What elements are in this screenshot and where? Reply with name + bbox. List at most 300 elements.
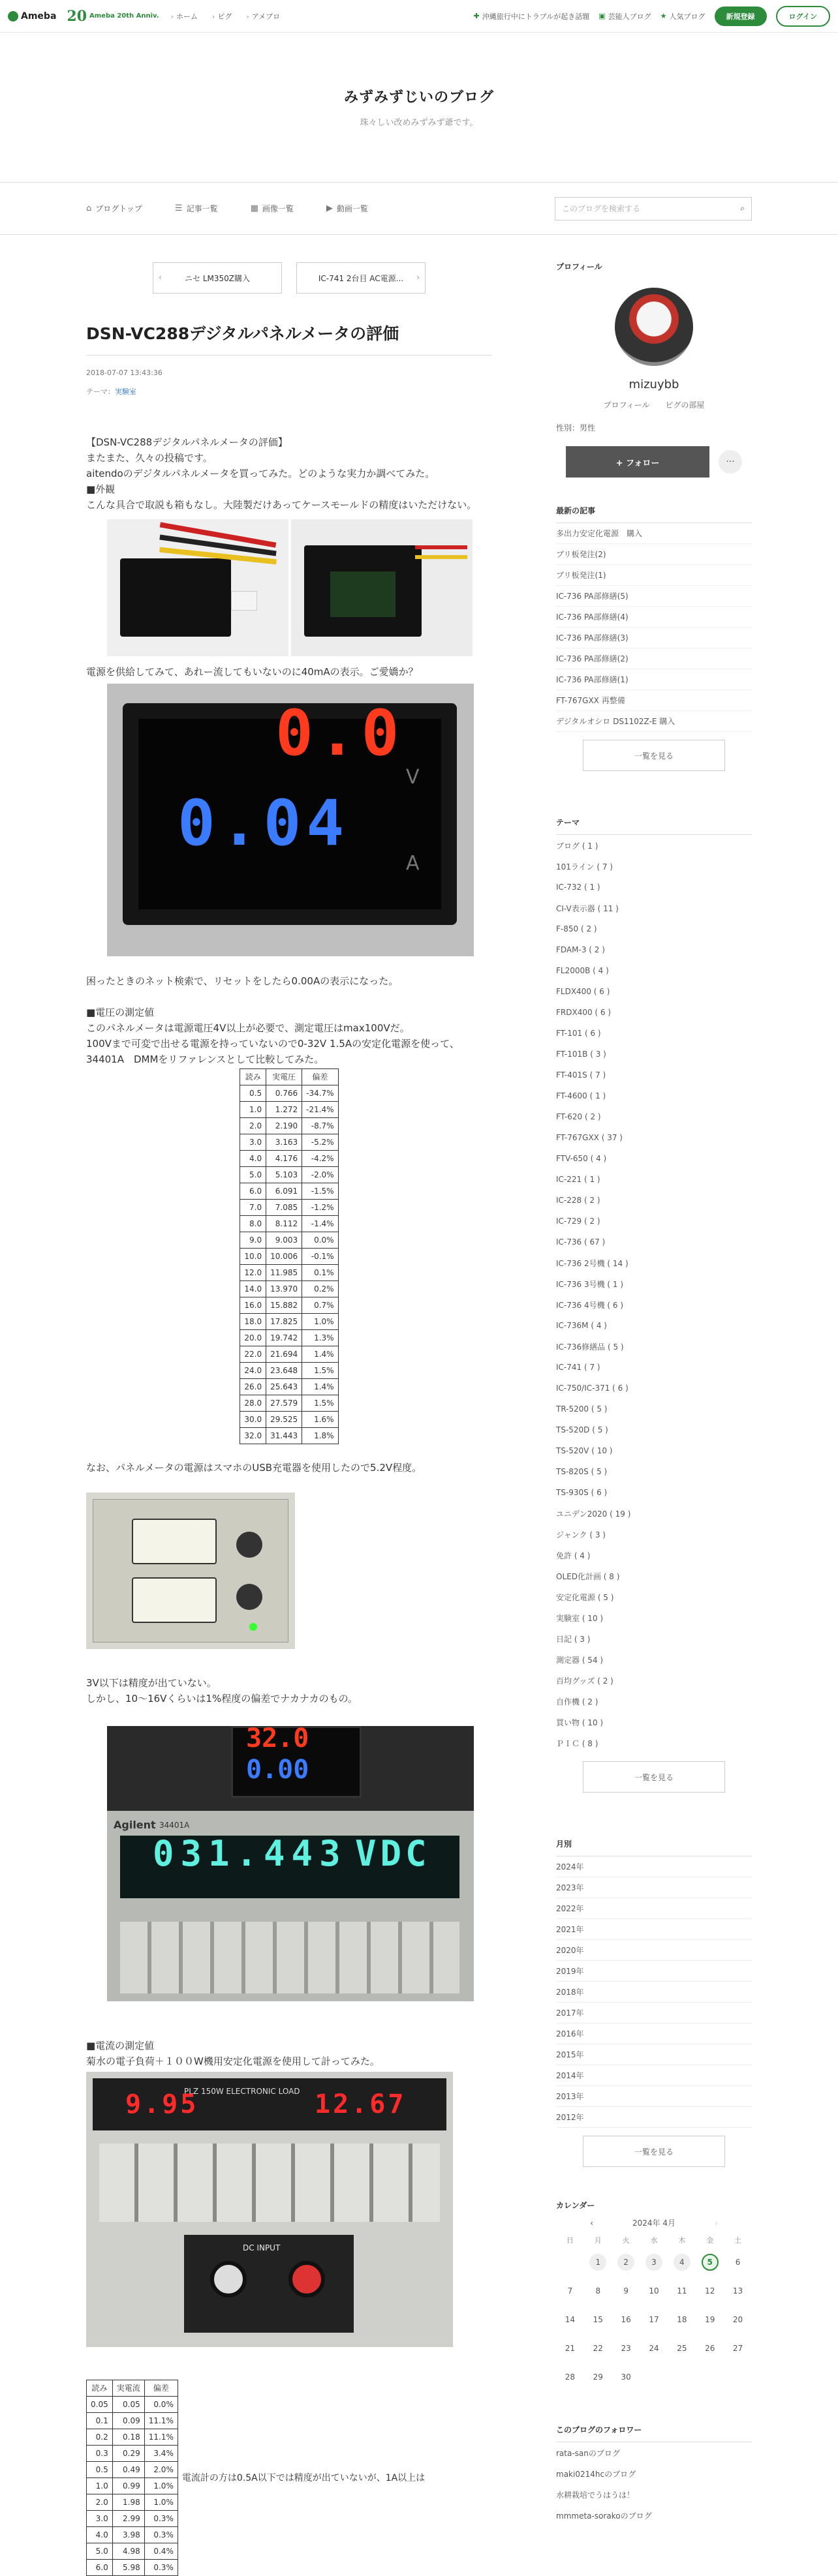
nav-blog-top-label: ブログトップ	[95, 204, 142, 213]
section-heading: ■外観	[86, 483, 116, 495]
table-row	[240, 1395, 338, 1412]
table-cell: 18.0	[240, 1314, 266, 1330]
table-cell: 0.0%	[144, 2397, 178, 2413]
calendar-day: 8	[595, 2286, 601, 2296]
table-cell: -8.7%	[302, 1118, 338, 1134]
theme-link[interactable]: FDAM-3 ( 2 )	[556, 945, 605, 954]
table-cell: -34.7%	[302, 1085, 338, 1102]
table-row	[240, 1232, 338, 1249]
official-blog-link[interactable]	[598, 11, 651, 22]
follower-link[interactable]: mmmeta-sorakoのブログ	[556, 2511, 652, 2521]
profile-link[interactable]: プロフィール	[603, 401, 650, 410]
table-cell: 10.006	[266, 1249, 302, 1265]
recent-entry-link[interactable]: FT-767GXX 再整備	[556, 690, 752, 711]
recent-entry-link[interactable]: IC-736 PA部修繕(3)	[556, 628, 752, 648]
calendar-weekday: 火	[622, 2236, 630, 2245]
trending-icon: ✚	[473, 12, 480, 20]
table-cell: 9.003	[266, 1232, 302, 1249]
calendar-day: 7	[567, 2286, 573, 2296]
table-row	[87, 2446, 178, 2462]
theme-link[interactable]: 百均グッズ ( 2 )	[556, 1676, 613, 1686]
anniversary-number: 20	[67, 7, 87, 25]
followers-heading: このブログのフォロワー	[556, 2424, 752, 2442]
themes-list	[556, 835, 752, 1753]
sidebar	[556, 235, 752, 2576]
table-cell: 4.0	[240, 1151, 266, 1167]
table-cell: 1.6%	[302, 1412, 338, 1428]
popular-blog-link[interactable]	[660, 11, 706, 22]
calendar-day[interactable]: 2	[612, 2248, 640, 2277]
theme-link[interactable]: FTV-650 ( 4 )	[556, 1154, 607, 1163]
calendar-day[interactable]: 4	[668, 2248, 696, 2277]
calendar-day: 28	[565, 2372, 576, 2382]
table-row	[87, 2429, 178, 2446]
monthly-list	[556, 1856, 752, 2128]
theme-link[interactable]: FT-101 ( 6 )	[556, 1029, 601, 1038]
year-archive-link[interactable]: 2022年	[556, 1898, 752, 1919]
table-cell: 23.648	[266, 1363, 302, 1379]
table-cell: 0.29	[112, 2446, 144, 2462]
table-row	[87, 2511, 178, 2527]
recent-more-button[interactable]: 一覧を見る	[583, 740, 725, 771]
calendar-day: 17	[649, 2315, 659, 2324]
table-cell: 2.0	[240, 1118, 266, 1134]
calendar-day[interactable]: 5	[696, 2248, 724, 2277]
table-cell: 7.0	[240, 1200, 266, 1216]
theme-link[interactable]: 安定化電源 ( 5 )	[556, 1592, 614, 1602]
table-cell: 0.05	[87, 2397, 113, 2413]
table-header: 実電流	[112, 2380, 144, 2397]
table-cell: 0.05	[112, 2397, 144, 2413]
calendar-day: 22	[593, 2344, 603, 2353]
year-archive-link[interactable]: 2023年	[556, 1877, 752, 1898]
table-cell: 0.3%	[144, 2527, 178, 2543]
table-cell: 21.694	[266, 1346, 302, 1363]
calendar-day: 10	[649, 2286, 659, 2296]
recent-entry-link[interactable]: ブリ板発注(1)	[556, 565, 752, 586]
recent-entry-link[interactable]: IC-736 PA部修繕(2)	[556, 648, 752, 669]
profile-name[interactable]: mizuybb	[628, 378, 679, 391]
theme-link[interactable]: IC-228 ( 2 )	[556, 1196, 600, 1205]
year-archive-link[interactable]: 2021年	[556, 1919, 752, 1940]
calendar-heading: カレンダー	[556, 2201, 595, 2210]
table-cell: 0.0%	[302, 1232, 338, 1249]
table-row	[87, 2478, 178, 2494]
table-cell: 16.0	[240, 1297, 266, 1314]
table-cell: 9.0	[240, 1232, 266, 1249]
photo-dmm-comparison[interactable]	[107, 1723, 474, 2001]
theme-link[interactable]: 自作機 ( 2 )	[556, 1697, 598, 1706]
theme-link[interactable]: FRDX400 ( 6 )	[556, 1008, 612, 1017]
table-cell: 0.3	[87, 2446, 113, 2462]
table-header: 偏差	[144, 2380, 178, 2397]
follower-link[interactable]: maki0214hcのブログ	[556, 2469, 636, 2479]
table-cell: 0.5	[240, 1085, 266, 1102]
body-text: aitendoのデジタルパネルメータを買ってみた。どのような実力か調べてみた。	[86, 468, 435, 479]
table-cell: 4.0	[87, 2527, 113, 2543]
year-archive-link[interactable]: 2014年	[556, 2065, 752, 2086]
year-archive-link[interactable]: 2016年	[556, 2023, 752, 2044]
table-cell: -0.1%	[302, 1249, 338, 1265]
section-heading: ■電圧の測定値	[86, 1007, 155, 1018]
theme-link[interactable]: 免許 ( 4 )	[556, 1551, 591, 1560]
calendar-day: 21	[565, 2344, 576, 2353]
theme-link[interactable]: TR-5200 ( 5 )	[556, 1404, 608, 1414]
follower-link[interactable]: 水耕栽培でうはうは！	[556, 2490, 635, 2500]
recent-entry-link[interactable]: デジタルオシロ DS1102Z-E 購入	[556, 711, 752, 732]
theme-link[interactable]: CI-V表示器 ( 11 )	[556, 903, 619, 913]
calendar-day[interactable]: 1	[584, 2248, 612, 2277]
monthly-heading: 月別	[556, 1838, 752, 1856]
theme-link[interactable]: 測定器 ( 54 )	[556, 1655, 604, 1665]
table-cell: 25.643	[266, 1379, 302, 1395]
theme-link[interactable]: FT-101B ( 3 )	[556, 1050, 606, 1059]
table-row	[240, 1330, 338, 1346]
table-row	[240, 1200, 338, 1216]
theme-link[interactable]: TS-520V ( 10 )	[556, 1446, 613, 1455]
table-cell: 27.579	[266, 1395, 302, 1412]
top-nav-ameblo[interactable]: › アメブロ	[246, 11, 280, 22]
login-button[interactable]: ログイン	[776, 6, 830, 27]
home-icon: ⌂	[86, 204, 92, 213]
themes-more-button[interactable]: 一覧を見る	[583, 1761, 725, 1793]
entry-theme	[86, 386, 492, 397]
theme-link[interactable]: 実験室	[115, 387, 136, 396]
official-blog-text: 芸能人ブログ	[608, 12, 651, 21]
prev-entry-button[interactable]	[153, 262, 282, 294]
list-icon: ☰	[174, 204, 183, 213]
ameba-brand-text: Ameba	[21, 10, 57, 22]
table-header: 偏差	[302, 1069, 338, 1085]
table-cell: 0.99	[112, 2478, 144, 2494]
table-cell: 1.4%	[302, 1379, 338, 1395]
follow-button[interactable]: + フォロー	[566, 446, 709, 477]
body-text: なお、パネルメータの電源はスマホのUSB充電器を使用したので5.2V程度。	[86, 1462, 422, 1474]
nav-image-list[interactable]	[251, 203, 294, 214]
table-cell: 5.103	[266, 1167, 302, 1183]
pig-room-link[interactable]: ピグの部屋	[665, 401, 705, 410]
table-cell: 1.5%	[302, 1363, 338, 1379]
year-archive-link[interactable]: 2017年	[556, 2003, 752, 2023]
table-cell: 1.8%	[302, 1428, 338, 1444]
body-text: しかし、10～16Vくらいは1%程度の偏差でナカナカのもの。	[86, 1693, 358, 1705]
year-archive-link[interactable]: 2018年	[556, 1982, 752, 2003]
table-cell: 5.0	[240, 1167, 266, 1183]
recent-entries-heading: 最新の記事	[556, 505, 752, 523]
theme-link[interactable]: 日記 ( 3 )	[556, 1634, 591, 1644]
calendar-weekday: 金	[706, 2236, 714, 2245]
calendar-day: 14	[565, 2315, 576, 2324]
table-cell: 2.190	[266, 1118, 302, 1134]
blog-title[interactable]: みずみずじいのブログ	[343, 89, 494, 106]
table-row	[240, 1249, 338, 1265]
year-archive-link[interactable]: 2020年	[556, 1940, 752, 1961]
table-header: 読み	[240, 1069, 266, 1085]
table-row	[240, 1314, 338, 1330]
table-cell: 1.0%	[302, 1314, 338, 1330]
panel2-current-reading: 0.00	[246, 1755, 309, 1785]
theme-link[interactable]: IC-221 ( 1 )	[556, 1175, 600, 1184]
table-cell: 0.1%	[302, 1265, 338, 1281]
calendar-day: 27	[732, 2344, 743, 2353]
table-cell: 11.1%	[144, 2413, 178, 2429]
table-cell: 8.112	[266, 1216, 302, 1232]
theme-link[interactable]: ユニデン2020 ( 19 )	[556, 1509, 631, 1519]
photo-row	[107, 519, 492, 656]
trending-news-link[interactable]	[473, 11, 589, 22]
table-cell: 19.742	[266, 1330, 302, 1346]
table-row	[240, 1216, 338, 1232]
recent-entry-link[interactable]: ブリ板発注(2)	[556, 544, 752, 565]
top-nav-pigg[interactable]: › ピグ	[212, 11, 232, 22]
calendar-day: 26	[705, 2344, 715, 2353]
load-current-display: 9.95	[125, 2089, 199, 2119]
profile-heading: プロフィール	[556, 262, 602, 271]
panel-voltage-unit: V	[406, 766, 420, 789]
theme-link[interactable]: FT-401S ( 7 )	[556, 1070, 606, 1080]
follower-link[interactable]: rata-sanのブログ	[556, 2448, 620, 2458]
ameba-logo-icon	[8, 11, 18, 22]
theme-link[interactable]: IC-736 ( 67 )	[556, 1237, 606, 1247]
load-power-display: 12.67	[315, 2089, 407, 2119]
video-icon: ▶	[326, 204, 333, 213]
body-text: またまた、久々の投稿です。	[86, 452, 213, 464]
calendar-next-icon[interactable]: ›	[715, 2218, 718, 2228]
blog-subtitle: 珠々しい改めみずみず爺です。	[360, 118, 478, 128]
recent-entry-link[interactable]: IC-736 PA部修繕(5)	[556, 586, 752, 607]
table-row	[87, 2413, 178, 2429]
table-row	[240, 1118, 338, 1134]
calendar-day: 24	[649, 2344, 659, 2353]
theme-link[interactable]: IC-750/IC-371 ( 6 )	[556, 1384, 628, 1393]
table-cell: 13.970	[266, 1281, 302, 1297]
entry-title[interactable]: DSN-VC288デジタルパネルメータの評価	[86, 321, 492, 356]
theme-link[interactable]: ＰＩＣ ( 8 )	[556, 1738, 598, 1748]
calendar-weekday: 月	[594, 2236, 602, 2245]
calendar-weekday: 日	[566, 2236, 574, 2245]
table-cell: 4.176	[266, 1151, 302, 1167]
theme-link[interactable]: TS-820S ( 5 )	[556, 1467, 608, 1476]
table-cell: 11.985	[266, 1265, 302, 1281]
table-cell: -4.2%	[302, 1151, 338, 1167]
calendar-day: 9	[623, 2286, 628, 2296]
theme-link[interactable]: IC-729 ( 2 )	[556, 1217, 600, 1226]
theme-link[interactable]: FT-620 ( 2 )	[556, 1112, 601, 1121]
theme-link[interactable]: 101ライン ( 7 )	[556, 862, 613, 871]
table-cell: 1.5%	[302, 1395, 338, 1412]
table-row	[240, 1297, 338, 1314]
table-cell: 3.98	[112, 2527, 144, 2543]
table-cell: 11.1%	[144, 2429, 178, 2446]
table-row	[240, 1151, 338, 1167]
table-cell: 3.0	[87, 2511, 113, 2527]
year-archive-link[interactable]: 2019年	[556, 1961, 752, 1982]
calendar-day[interactable]: 3	[640, 2248, 668, 2277]
calendar-day: 16	[621, 2315, 631, 2324]
table-cell: 1.272	[266, 1102, 302, 1118]
next-entry-button[interactable]	[296, 262, 426, 294]
load-model: PLZ 150W ELECTRONIC LOAD	[184, 2087, 300, 2096]
table-header: 実電圧	[266, 1069, 302, 1085]
table-cell: 0.7%	[302, 1297, 338, 1314]
table-cell: -1.4%	[302, 1216, 338, 1232]
body-text: こんな具合で取説も箱もなし。大陸製だけあってケースモールドの精度はいただけない。	[86, 499, 477, 511]
table-cell: 15.882	[266, 1297, 302, 1314]
blog-header	[0, 33, 838, 183]
table-cell: 1.3%	[302, 1330, 338, 1346]
theme-link[interactable]: ブログ ( 1 )	[556, 841, 598, 851]
nav-blog-top[interactable]	[86, 203, 142, 214]
load-dc-input-label: DC INPUT	[243, 2243, 281, 2252]
theme-link[interactable]: IC-732 ( 1 )	[556, 883, 600, 892]
calendar-day: 30	[621, 2372, 631, 2382]
table-row	[240, 1412, 338, 1428]
theme-link[interactable]: 実験室 ( 10 )	[556, 1613, 604, 1623]
table-cell: 0.766	[266, 1085, 302, 1102]
table-row	[87, 2462, 178, 2478]
current-table	[86, 2380, 178, 2576]
theme-link[interactable]: OLED化計画 ( 8 )	[556, 1571, 620, 1581]
table-cell: 0.1	[87, 2413, 113, 2429]
ameba-logo[interactable]	[8, 11, 56, 22]
body-text: 100Vまで可変で出せる電源を持っていないので0-32V 1.5Aの安定化電源を使って、	[86, 1038, 459, 1050]
table-cell: 10.0	[240, 1249, 266, 1265]
nav-video-list[interactable]	[326, 203, 368, 214]
table-cell: 1.0%	[144, 2478, 178, 2494]
table-cell: 0.3%	[144, 2511, 178, 2527]
recent-entry-link[interactable]: IC-736 PA部修繕(4)	[556, 607, 752, 628]
table-cell: 7.085	[266, 1200, 302, 1216]
body-heading: 【DSN-VC288デジタルパネルメータの評価】	[86, 436, 288, 448]
photo-meter-back[interactable]	[107, 519, 288, 656]
search-icon[interactable]: ⌕	[740, 204, 745, 213]
calendar-day: 6	[735, 2258, 741, 2267]
dmm-reading: 031.443	[153, 1833, 347, 1874]
table-row	[240, 1167, 338, 1183]
theme-link[interactable]: ジャンク ( 3 )	[556, 1530, 606, 1539]
top-right	[473, 6, 830, 27]
profile-avatar[interactable]	[615, 288, 693, 366]
table-cell: 0.09	[112, 2413, 144, 2429]
theme-link[interactable]: IC-736 2号機 ( 14 )	[556, 1258, 628, 1268]
followers-list	[556, 2442, 752, 2526]
nav-entry-list[interactable]	[175, 203, 218, 214]
theme-link[interactable]: FT-767GXX ( 37 )	[556, 1133, 623, 1142]
entry-pager	[86, 262, 492, 294]
table-cell: 0.4%	[144, 2543, 178, 2560]
nav-video-list-label: 動画一覧	[336, 204, 368, 213]
chevron-left-icon: ‹	[159, 273, 162, 282]
anniversary-logo[interactable]	[67, 8, 159, 25]
more-options-button[interactable]: ···	[719, 450, 742, 474]
table-cell: 1.4%	[302, 1346, 338, 1363]
calendar-weekday: 水	[650, 2236, 658, 2245]
table-cell: 30.0	[240, 1412, 266, 1428]
theme-link[interactable]: FLDX400 ( 6 )	[556, 987, 610, 996]
table-cell: -1.2%	[302, 1200, 338, 1216]
table-cell: -2.0%	[302, 1167, 338, 1183]
dmm-model: 34401A	[159, 1821, 190, 1830]
recent-entry-link[interactable]: IC-736 PA部修繕(1)	[556, 669, 752, 690]
top-nav-home[interactable]: › ホーム	[171, 11, 198, 22]
anniversary-text: Ameba 20th Anniv.	[89, 12, 159, 20]
calendar-prev-icon[interactable]: ‹	[590, 2218, 593, 2228]
panel-current-reading: 0.04	[178, 787, 350, 860]
recent-entries-list	[556, 523, 752, 732]
panel2-voltage-reading: 32.0	[246, 1723, 309, 1753]
theme-link[interactable]: TS-520D ( 5 )	[556, 1425, 608, 1434]
photo-electronic-load[interactable]	[86, 2072, 453, 2347]
theme-link[interactable]: FL2000B ( 4 )	[556, 966, 609, 975]
dmm-brand: Agilent	[114, 1819, 156, 1831]
year-archive-link[interactable]: 2012年	[556, 2107, 752, 2128]
voltage-table	[240, 1068, 338, 1444]
table-cell: 3.0	[240, 1134, 266, 1151]
register-button[interactable]: 新規登録	[715, 7, 767, 26]
table-cell: 5.98	[112, 2560, 144, 2576]
table-cell: 6.0	[240, 1183, 266, 1200]
themes-heading: テーマ	[556, 817, 752, 835]
table-cell: 0.2	[87, 2429, 113, 2446]
table-cell: 2.99	[112, 2511, 144, 2527]
body-text: 菊水の電子負荷＋１００W機用安定化電源を使用して計ってみた。	[86, 2055, 380, 2067]
calendar-day: 12	[705, 2286, 715, 2296]
calendar-day: 29	[593, 2372, 603, 2382]
table-row	[87, 2560, 178, 2576]
theme-link[interactable]: IC-741 ( 7 )	[556, 1363, 600, 1372]
theme-label: テーマ：	[86, 387, 115, 396]
section-heading: ■電流の測定値	[86, 2040, 155, 2052]
table-cell: 6.091	[266, 1183, 302, 1200]
year-archive-link[interactable]: 2015年	[556, 2044, 752, 2065]
panel-current-unit: A	[406, 852, 420, 875]
table-row	[240, 1183, 338, 1200]
calendar	[556, 2232, 752, 2391]
theme-link[interactable]: TS-930S ( 6 )	[556, 1488, 608, 1497]
theme-link[interactable]: IC-736修繕品 ( 5 )	[556, 1342, 624, 1352]
photo-power-supply[interactable]	[86, 1493, 295, 1649]
theme-link[interactable]: FT-4600 ( 1 )	[556, 1091, 606, 1100]
year-archive-link[interactable]: 2013年	[556, 2086, 752, 2107]
theme-link[interactable]: F-850 ( 2 )	[556, 924, 597, 933]
table-row	[240, 1134, 338, 1151]
recent-entry-link[interactable]: 多出力安定化電源 購入	[556, 523, 752, 544]
entry-body	[86, 434, 492, 2576]
table-row	[240, 1379, 338, 1395]
theme-link[interactable]: IC-736M ( 4 )	[556, 1321, 607, 1330]
theme-link[interactable]: 買い物 ( 10 )	[556, 1718, 604, 1727]
photo-meter-board[interactable]	[291, 519, 473, 656]
table-row	[87, 2494, 178, 2511]
photo-panel-display[interactable]	[107, 684, 474, 956]
monthly-more-button[interactable]: 一覧を見る	[583, 2136, 725, 2167]
calendar-empty-cell	[556, 2248, 584, 2277]
theme-link[interactable]: IC-736 3号機 ( 1 )	[556, 1279, 624, 1289]
main-column	[86, 235, 492, 2576]
body-text: 34401A DMMをリファレンスとして比較してみた。	[86, 1053, 324, 1065]
table-cell: 3.4%	[144, 2446, 178, 2462]
calendar-weekday: 木	[678, 2236, 686, 2245]
blog-search-box[interactable]	[555, 197, 752, 220]
table-cell: -5.2%	[302, 1134, 338, 1151]
year-archive-link[interactable]: 2024年	[556, 1856, 752, 1877]
calendar-day: 11	[677, 2286, 687, 2296]
table-cell: 1.98	[112, 2494, 144, 2511]
theme-link[interactable]: IC-736 4号機 ( 6 )	[556, 1300, 624, 1310]
table-row	[87, 2527, 178, 2543]
table-cell: 0.49	[112, 2462, 144, 2478]
table-row	[240, 1102, 338, 1118]
